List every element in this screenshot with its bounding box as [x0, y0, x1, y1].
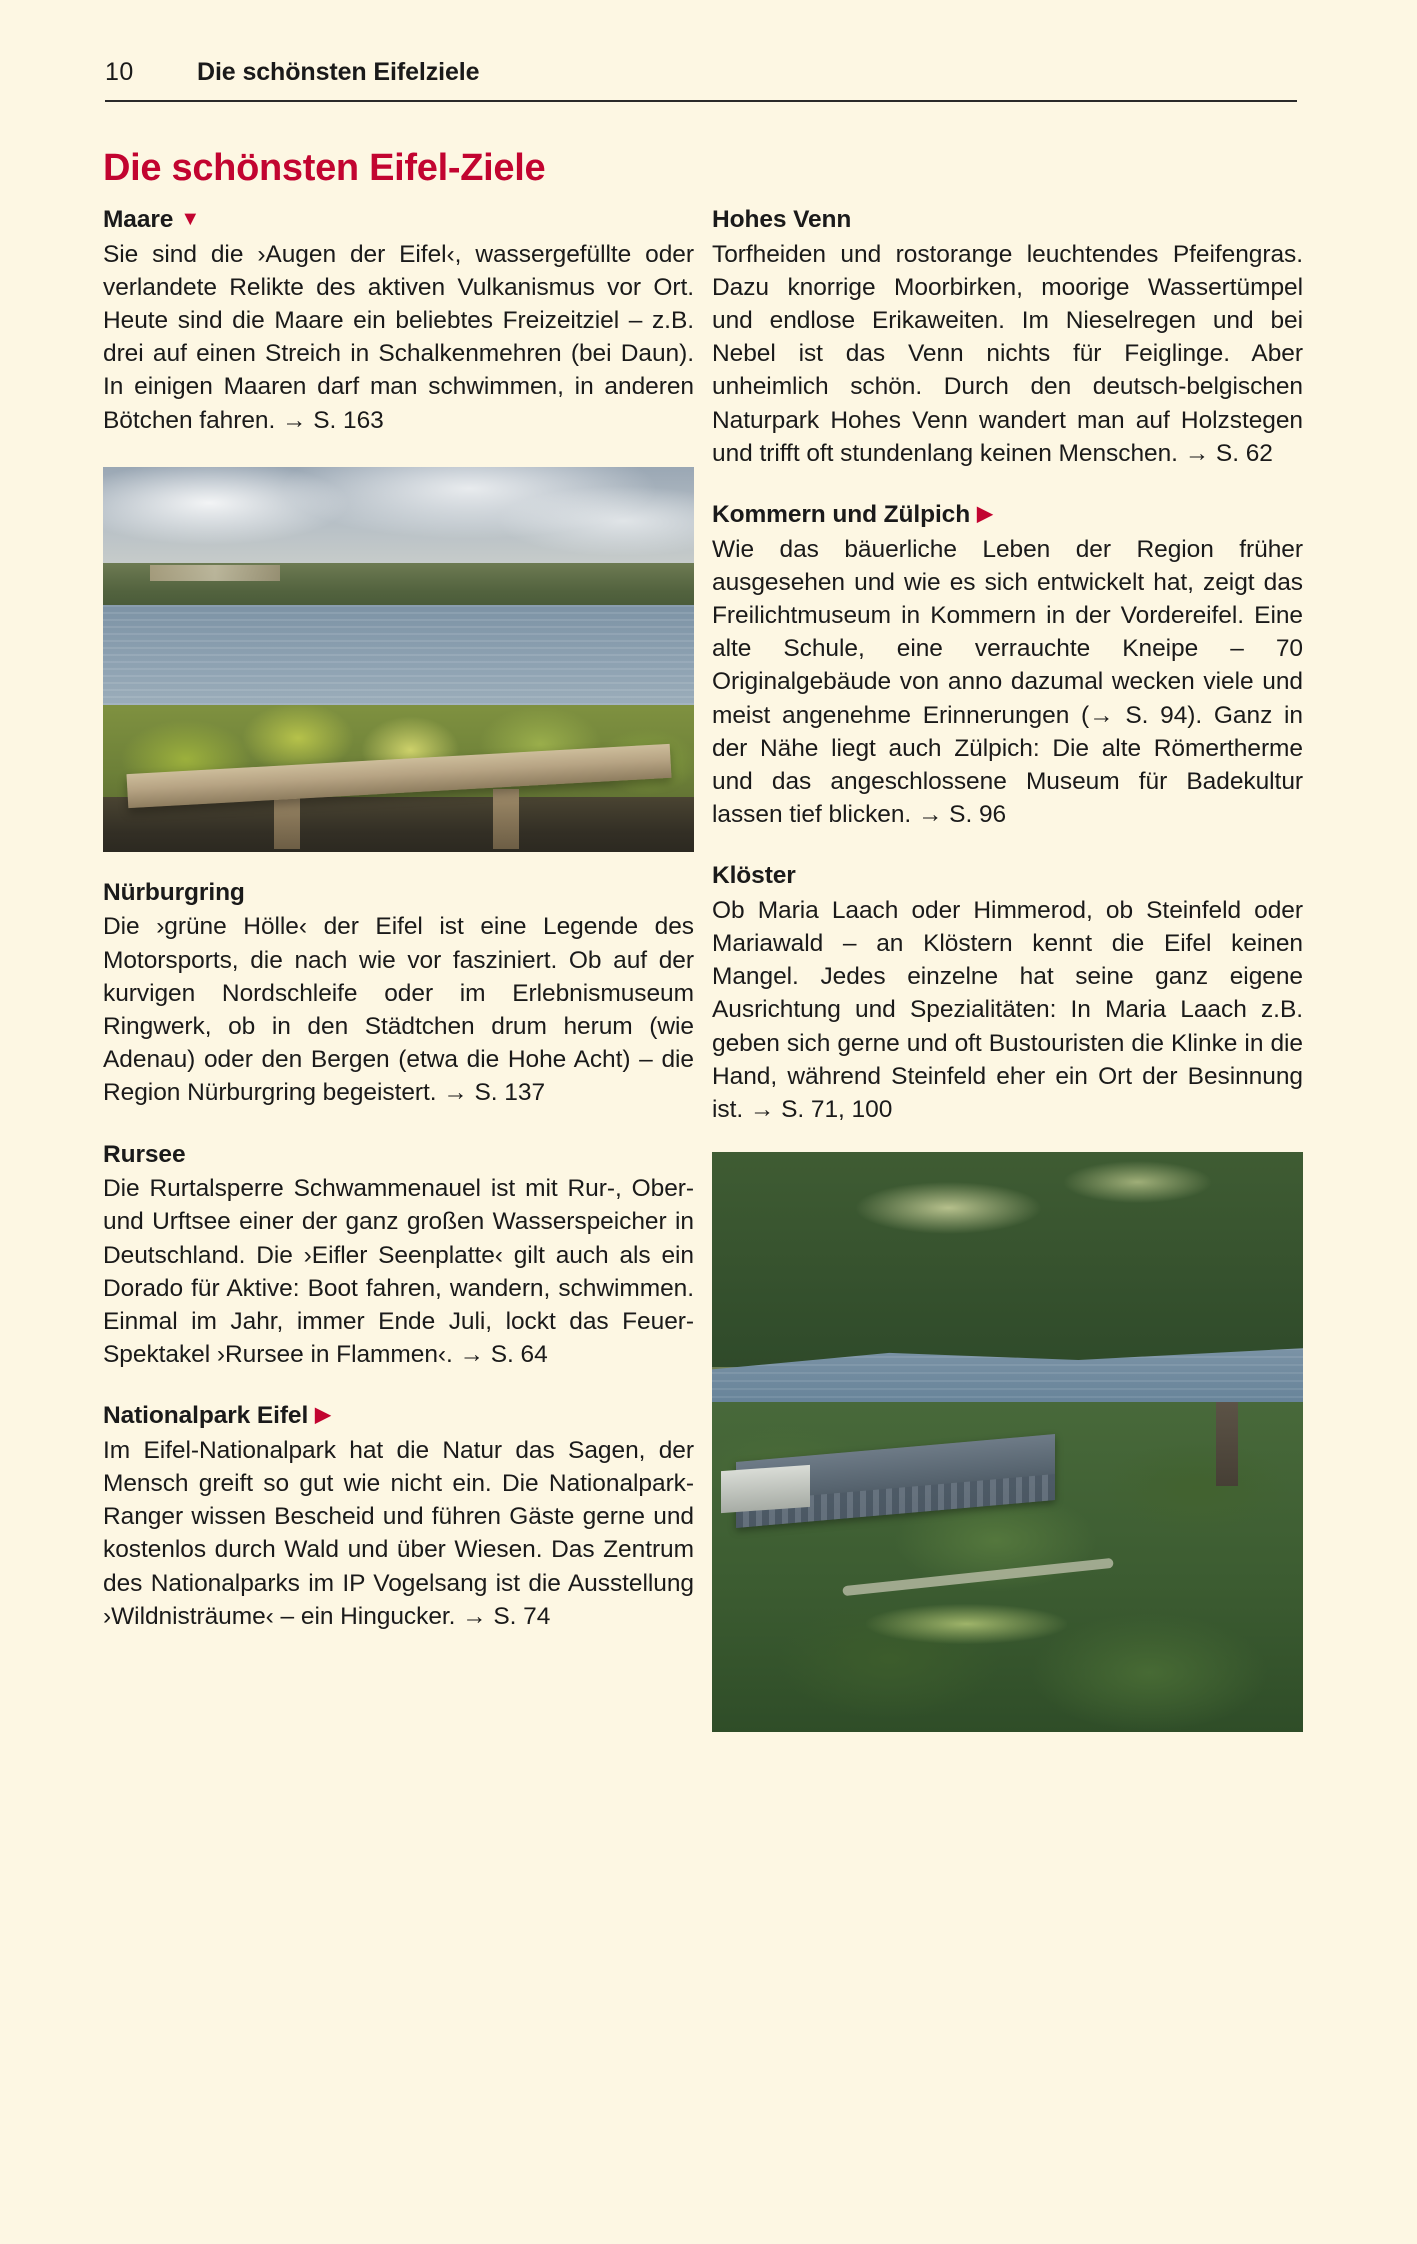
- section-heading: [712, 861, 1303, 892]
- section-heading-label: Rursee: [103, 1140, 186, 1168]
- section-heading: [103, 205, 694, 236]
- photo-tower: [1216, 1402, 1238, 1486]
- right-column: [712, 205, 1303, 1732]
- photo-far-shore: [103, 563, 694, 609]
- photo-secondary-building: [721, 1465, 810, 1513]
- photo-clearing: [866, 1604, 1067, 1644]
- section-body: Torfheiden und rostorange leuchtendes Pfeifengras. Dazu knorrige Moorbirken, moorige Wassertümpel und endlose Erikaweiten. Im Nieselregen und bei Nebel ist das Venn nichts für Feiglinge. Aber unheimlich schön. Durch den deutsch-belgischen Naturpark Hohes Venn wandert man auf Holzstegen und trifft oft stundenlang keinen Menschen. → S. 62: [712, 240, 1303, 467]
- section-heading: [103, 878, 694, 909]
- section-heading: [712, 205, 1303, 236]
- section-heading-label: Klöster: [712, 862, 796, 890]
- photo-forested-hills: [712, 1152, 1303, 1367]
- triangle-right-icon: ▶: [315, 1404, 331, 1427]
- running-head: [105, 58, 1297, 87]
- maar-photo: [103, 467, 694, 852]
- section-heading-label: Kommern und Zülpich: [712, 500, 971, 528]
- header-divider: [105, 100, 1297, 102]
- section-rursee: [103, 1140, 694, 1372]
- section-body: Wie das bäuerliche Leben der Region früher ausgesehen und wie es sich entwickelt hat, zeigt das Freilichtmuseum in Kommern in der Vordereifel. Eine alte Schule, eine verrauchte Kneipe – 70 Originalgebäude von anno dazumal wecken viele und meist angenehme Erinnerungen (→ S. 94). Ganz in der Nähe liegt auch Zülpich: Die alte Römertherme und das angeschlossene Museum für Badekultur lassen tief blicken. → S. 96: [712, 535, 1303, 829]
- page-number: 10: [105, 58, 134, 86]
- section-nationalpark-eifel: [103, 1401, 694, 1633]
- photo-bench-leg: [493, 789, 519, 849]
- section-kommern-zuelpich: [712, 500, 1303, 831]
- vogelsang-photo: [712, 1152, 1303, 1732]
- section-heading: [103, 1401, 694, 1432]
- section-heading: [712, 500, 1303, 531]
- section-maare: [103, 205, 694, 437]
- page-title: Die schönsten Eifel-Ziele: [103, 147, 546, 190]
- section-body: Sie sind die ›Augen der Eifel‹, wassergefüllte oder verlandete Relikte des aktiven Vulkanismus vor Ort. Heute sind die Maare ein beliebtes Freizeitziel – z.B. drei auf einen Streich in Schalkenmehren (bei Daun). In einigen Maaren darf man schwimmen, in anderen Bötchen fahren. → S. 163: [103, 240, 694, 434]
- section-heading: [103, 1140, 694, 1171]
- left-column: [103, 205, 694, 1633]
- section-body: Ob Maria Laach oder Himmerod, ob Steinfeld oder Mariawald – an Klöstern kennt die Eifel keinen Mangel. Jedes einzelne hat seine ganz eigene Ausrichtung und Spezialitäten: In Maria Laach z.B. geben sich gerne und oft Bustouristen die Klinke in die Hand, während Steinfeld eher ein Ort der Besinnung ist. → S. 71, 100: [712, 896, 1303, 1123]
- section-body: Im Eifel-Nationalpark hat die Natur das Sagen, der Mensch greift so gut wie nicht ein. Die Nationalpark-Ranger wissen Bescheid und führen Gäste gerne und kostenlos durch Wald und über Wiesen. Das Zentrum des Nationalparks im IP Vogelsang ist die Ausstellung ›Wildnisträume‹ – ein Hingucker. → S. 74: [103, 1436, 694, 1630]
- triangle-right-icon: ▶: [977, 502, 993, 525]
- section-hohes-venn: [712, 205, 1303, 470]
- section-nuerburgring: [103, 878, 694, 1110]
- section-heading-label: Hohes Venn: [712, 206, 852, 233]
- section-heading-label: Nürburgring: [103, 878, 245, 906]
- section-heading-label: Nationalpark Eifel: [103, 1402, 309, 1430]
- section-body: Die Rurtalsperre Schwammenauel ist mit Rur-, Ober- und Urftsee einer der ganz großen Wasserspeicher in Deutschland. Die ›Eifler Seenplatte‹ gilt auch als ein Dorado für Aktive: Boot fahren, wandern, schwimmen. Einmal im Jahr, immer Ende Juli, lockt das Feuer-Spektakel ›Rursee in Flammen‹. → S. 64: [103, 1175, 694, 1369]
- triangle-down-icon: ▼: [180, 208, 201, 230]
- section-heading-label: Maare: [103, 206, 174, 233]
- running-head-title: Die schönsten Eifelziele: [197, 58, 480, 86]
- section-body: Die ›grüne Hölle‹ der Eifel ist eine Legende des Motorsports, die nach wie vor fasziniert. Ob auf der kurvigen Nordschleife oder im Erlebnismuseum Ringwerk, ob in den Städtchen drum herum (wie Adenau) oder den Bergen (etwa die Hohe Acht) – die Region Nürburgring begeistert. → S. 137: [103, 913, 694, 1107]
- section-kloester: [712, 861, 1303, 1126]
- photo-foreground-ground: [103, 797, 694, 852]
